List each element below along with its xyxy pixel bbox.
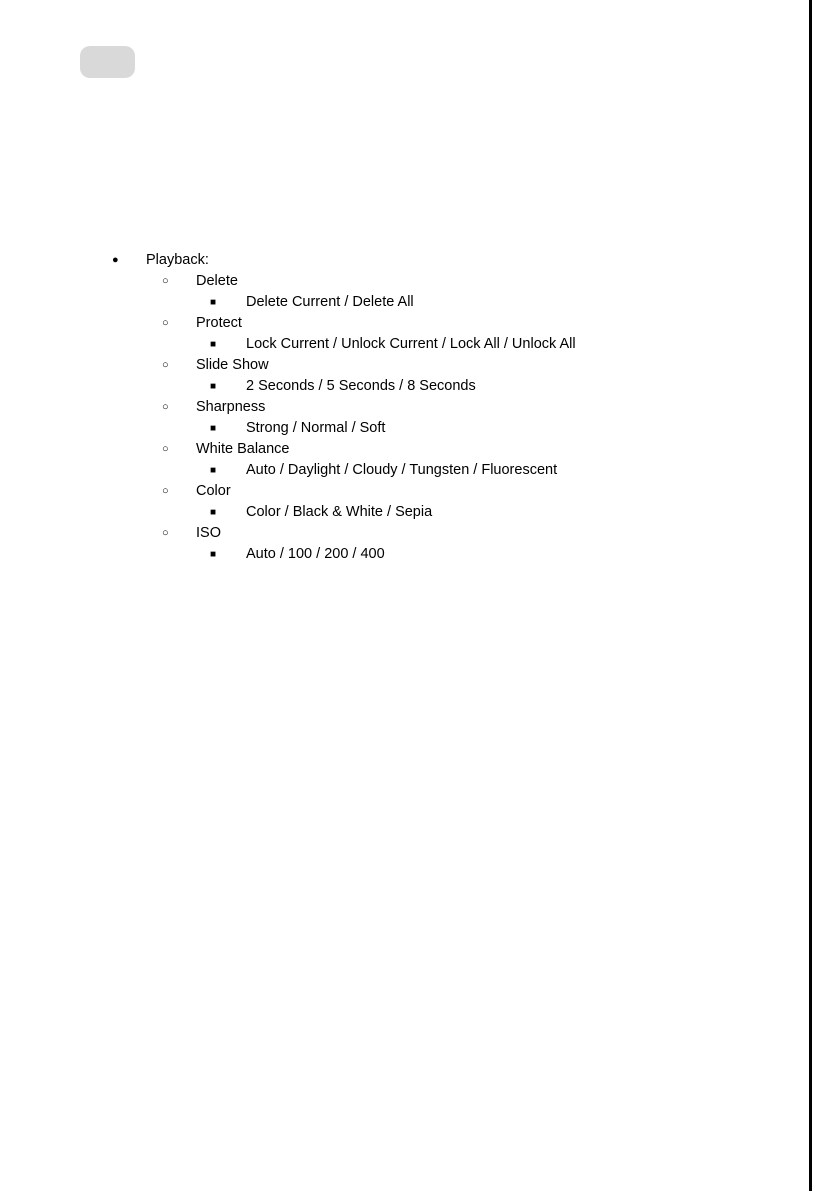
item-label: Slide Show (196, 357, 269, 373)
page-tab-marker (80, 46, 135, 78)
hollow-bullet-icon: ○ (162, 485, 169, 497)
hollow-bullet-icon: ○ (162, 359, 169, 371)
item-label: Protect (196, 315, 242, 331)
square-bullet-icon: ■ (210, 423, 217, 434)
item-label: Delete (196, 273, 238, 289)
square-bullet-icon: ■ (210, 297, 217, 308)
item-options: Lock Current / Unlock Current / Lock All / Unlock All (246, 336, 576, 352)
item-options: Delete Current / Delete All (246, 294, 414, 310)
menu-title: Playback: (146, 252, 209, 268)
square-bullet-icon: ■ (210, 549, 217, 560)
hollow-bullet-icon: ○ (162, 317, 169, 329)
hollow-bullet-icon: ○ (162, 275, 169, 287)
item-options: Strong / Normal / Soft (246, 420, 386, 436)
item-options: Color / Black & White / Sepia (246, 504, 433, 520)
item-label: Sharpness (196, 399, 266, 415)
hollow-bullet-icon: ○ (162, 443, 169, 455)
item-label: ISO (196, 525, 221, 541)
hollow-bullet-icon: ○ (162, 401, 169, 413)
item-options: Auto / Daylight / Cloudy / Tungsten / Fluorescent (246, 462, 558, 478)
item-label: Color (196, 483, 231, 499)
square-bullet-icon: ■ (210, 507, 217, 518)
square-bullet-icon: ■ (210, 339, 217, 350)
item-label: White Balance (196, 441, 290, 457)
square-bullet-icon: ■ (210, 381, 217, 392)
filled-bullet-icon: ● (112, 254, 119, 266)
page-edge-line (809, 0, 812, 1191)
square-bullet-icon: ■ (210, 465, 217, 476)
item-options: 2 Seconds / 5 Seconds / 8 Seconds (246, 378, 476, 394)
hollow-bullet-icon: ○ (162, 527, 169, 539)
item-options: Auto / 100 / 200 / 400 (246, 546, 385, 562)
